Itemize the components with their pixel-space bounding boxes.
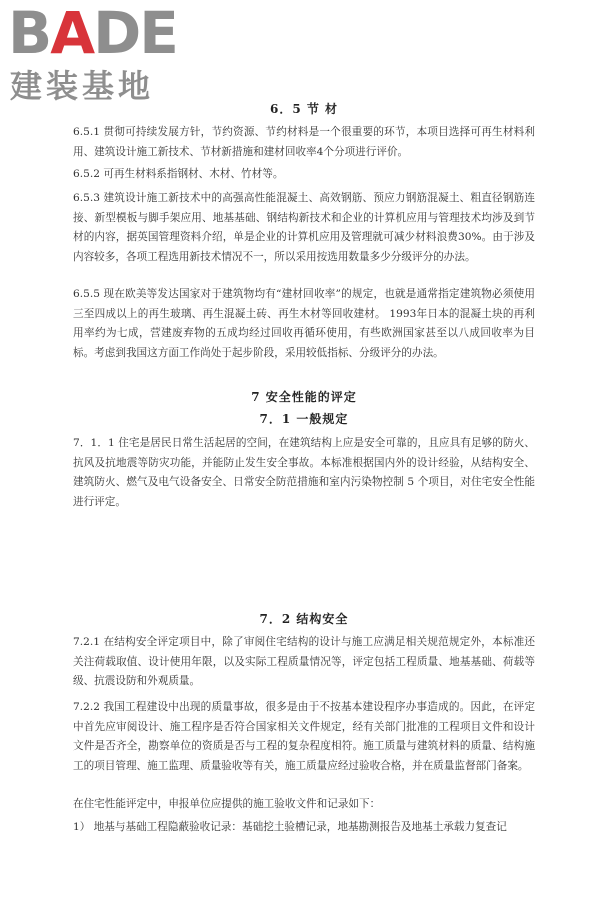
para-7-2-2: 7.2.2 我国工程建设中出现的质量事故，很多是由于不按基本建设程序办事造成的。因此，在评定中首先应审阅设计、施工程序是否符合国家相关文件规定，经有关部门批准的工程项目文件和设计文件是否齐全，勘察单位的资质是否与工程的复杂程度相符。施工质量与建筑材料的质量、结构施工的项目管理、施工监理、质量验收等有关，施工质量应经过验收合格，并在质量监督部门备案。 [73, 701, 535, 772]
section-6-5-title: 6．5 节 材 [269, 102, 339, 116]
para-6-5-1: 6.5.1 贯彻可持续发展方针，节约资源、节约材料是一个很重要的环节，本项目选择可再生材料利用、建筑设计施工新技术、节材新措施和建材回收率4个分项进行评价。 [73, 126, 535, 158]
logo-wordmark: BADE [8, 0, 177, 67]
para-6-5-2: 6.5.2 可再生材料系指钢材、木材、竹材等。 [73, 168, 284, 180]
para-7-2-list-intro: 在住宅性能评定中，申报单位应提供的施工验收文件和记录如下： [73, 798, 381, 810]
para-7-2-list-item-1: 1） 地基与基础工程隐蔽验收记录：基础挖土验槽记录，地基勘测报告及地基土承载力复查记 [73, 821, 507, 833]
para-7-2-1: 7.2.1 在结构安全评定项目中，除了审阅住宅结构的设计与施工应满足相关规范规定外，本标准还关注荷载取值、设计使用年限，以及实际工程质量情况等，评定包括工程质量、地基基础、荷载等级、抗震设防和外观质量。 [73, 636, 535, 687]
bade-logo [8, 0, 178, 108]
para-6-5-5: 6.5.5 现在欧美等发达国家对于建筑物均有“建材回收率”的规定，也就是通常指定建筑物必须使用三至四成以上的再生玻璃、再生混凝土砖、再生木材等回收建材。 1993年日本的混凝土块的再利用率约为七成，营建废弃物的五成均经过回收再循环使用，有些欧洲国家甚至以八成回收率为目标。考虑到我国这方面工作尚处于起步阶段，采用较低指标、分级评分的办法。 [73, 288, 535, 359]
section-7-title: 7 安全性能的评定 [251, 390, 357, 404]
logo-subtitle: 建装基地 [10, 67, 155, 105]
para-7-1-1: 7．1．1 住宅是居民日常生活起居的空间，在建筑结构上应是安全可靠的，且应具有足够的防火、抗风及抗地震等防灾功能，并能防止发生安全事故。本标准根据国内外的设计经验，从结构安全、建筑防火、燃气及电气设备安全、日常安全防范措施和室内污染物控制 5 个项目，对住宅安全性能进行评定。 [73, 437, 535, 508]
para-6-5-3: 6.5.3 建筑设计施工新技术中的高强高性能混凝土、高效钢筋、预应力钢筋混凝土、粗直径钢筋连接、新型模板与脚手架应用、地基基础、钢结构新技术和企业的计算机应用与管理技术均涉及到节材的内容，据英国管理资料介绍，单是企业的计算机应用及管理就可减少材料浪费30%。由于涉及内容较多，各项工程选用新技术情况不一，所以采用按选用数量多少分级评分的办法。 [73, 192, 535, 263]
section-7-1-title: 7．1 一般规定 [259, 412, 349, 426]
section-7-2-title: 7．2 结构安全 [259, 612, 349, 626]
